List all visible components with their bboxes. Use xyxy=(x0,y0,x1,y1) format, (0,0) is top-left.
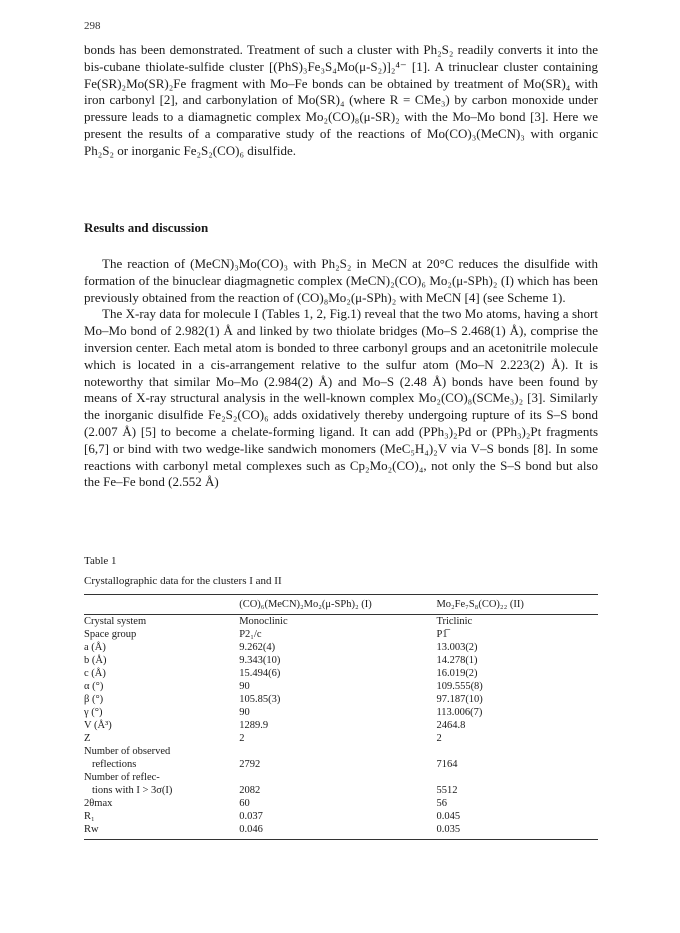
table-row xyxy=(84,667,598,680)
table-row xyxy=(84,745,598,758)
parameter-cell: Space group xyxy=(84,629,137,640)
table-row xyxy=(84,680,598,693)
compound-2-value: 109.555(8) xyxy=(436,681,483,692)
compound-2-value: 13.003(2) xyxy=(436,642,478,653)
table-row xyxy=(84,823,598,840)
compound-1-value: 9.262(4) xyxy=(239,642,276,653)
compound-2-value: 0.045 xyxy=(436,811,461,822)
parameter-cell: Crystal system xyxy=(84,616,147,627)
table-row xyxy=(84,693,598,706)
parameter-cell: a (Å) xyxy=(84,642,106,653)
compound-2-value: 56 xyxy=(436,798,447,809)
parameter-cell: α (°) xyxy=(84,681,104,692)
compound-2-value xyxy=(436,745,598,758)
table-row xyxy=(84,719,598,732)
page-number: 298 xyxy=(84,20,101,32)
table-row xyxy=(84,758,598,771)
parameter-cell: R₁ xyxy=(84,811,95,822)
table-caption: Crystallographic data for the clusters I and II xyxy=(84,575,282,587)
compound-1-value: 2792 xyxy=(239,759,261,770)
header-compound-2: Mo₂Fe₇S₈(CO)₂₂ (II) xyxy=(436,595,598,615)
compound-2-value: 5512 xyxy=(436,785,458,796)
intro-paragraph xyxy=(84,42,598,160)
table-label: Table 1 xyxy=(84,555,117,567)
compound-2-value: 97.187(10) xyxy=(436,694,483,705)
compound-2-value: 14.278(1) xyxy=(436,655,478,666)
header-compound-1: (CO)₆(MeCN)₂Mo₂(μ-SPh)₂ (I) xyxy=(239,595,436,615)
parameter-cell: Number of observed xyxy=(84,746,171,757)
parameter-cell: Rw xyxy=(84,823,239,840)
compound-1-value: Monoclinic xyxy=(239,616,288,627)
compound-2-value: 2 xyxy=(436,733,442,744)
compound-1-value: 90 xyxy=(239,681,250,692)
header-parameter xyxy=(84,595,239,615)
compound-2-value: 0.035 xyxy=(436,823,598,840)
compound-1-value xyxy=(239,771,436,784)
crystallographic-data-table xyxy=(84,594,598,840)
parameter-cell: Z xyxy=(84,733,91,744)
results-section xyxy=(84,256,598,491)
compound-2-value: 7164 xyxy=(436,759,458,770)
table-row xyxy=(84,732,598,745)
table-row xyxy=(84,628,598,641)
compound-2-value: Triclinic xyxy=(436,616,473,627)
table-row xyxy=(84,706,598,719)
compound-1-value: 15.494(6) xyxy=(239,668,281,679)
parameter-cell: reflections xyxy=(92,759,137,770)
parameter-cell: γ (°) xyxy=(84,707,103,718)
compound-1-value xyxy=(239,745,436,758)
table-row xyxy=(84,797,598,810)
compound-1-value: 1289.9 xyxy=(239,720,269,731)
compound-1-value: 0.046 xyxy=(239,823,436,840)
results-paragraph-2: The X-ray data for molecule I (Tables 1, 2, Fig.1) reveal that the two Mo atoms, having a short Mo–Mo bond of 2.982(1) Å and linked by two thiolate bridges (Mo–S 2.468(1) Å), comprise the inversion center. Each metal atom is bonded to three carbonyl groups and an acetonitrile molecule which is located in a cis-arrangement relative to the sulfur atom (Mo–N 2.223(2) Å). It is noteworthy that similar Mo–Mo (2.984(2) Å) and Mo–S (2.48 Å) bonds have been found by means of X-ray structural analysis in the well-known complex Mo₂(CO)₈(SCMe₃)₂ [3]. Similarly the inorganic disulfide Fe₂S₂(CO)₆ adds oxidatively thereby undergoing rupture of its S–S bond (2.007 Å) [5] to become a chelate-forming ligand. It can add (PPh₃)₂Pd or (PPh₃)₂Pt fragments [6,7] or bind with two wedge-like sandwich monomers (MeC₅H₄)₂V via V–S bonds [8]. In some reactions with carbonyl metal complexes such as Cp₂Mo₂(CO)₄, not only the S–S bond but also the Fe–Fe bond (2.552 Å) xyxy=(84,306,598,490)
parameter-cell: V (Å³) xyxy=(84,720,112,731)
parameter-cell: β (°) xyxy=(84,694,104,705)
compound-1-value: 9.343(10) xyxy=(239,655,281,666)
table-row xyxy=(84,654,598,667)
parameter-cell: b (Å) xyxy=(84,655,107,666)
section-heading: Results and discussion xyxy=(84,220,209,235)
parameter-cell: 2θmax xyxy=(84,798,113,809)
table-body xyxy=(84,615,598,840)
compound-2-value xyxy=(436,771,598,784)
table-row xyxy=(84,771,598,784)
parameter-cell: c (Å) xyxy=(84,668,106,679)
intro-text: bonds has been demonstrated. Treatment of such a cluster with Ph₂S₂ readily converts it into the bis-cubane thiolate-sulfide cluster [(PhS)₃Fe₃S₄Mo(μ-S₂)]₂⁴⁻ [1]. A trinuclear cluster containing Fe(SR)₂Mo(SR)₂Fe fragment with Mo–Fe bonds can be obtained by treatment of Mo(SR)₄ with iron carbonyl [2], and carbonylation of Mo(SR)₄ (where R = CMe₃) by carbon monoxide under pressure leads to a diamagnetic complex Mo₂(CO)₈(μ-SR)₂ with the Mo–Mo bond [3]. Here we present the results of a comparative study of the reactions of Mo(CO)₃(MeCN)₃ with organic Ph₂S₂ or inorganic Fe₂S₂(CO)₆ disulfide. xyxy=(84,42,598,158)
parameter-cell: tions with I > 3σ(I) xyxy=(92,785,173,796)
compound-1-value: 90 xyxy=(239,707,250,718)
table-header-row xyxy=(84,595,598,615)
table-row xyxy=(84,641,598,654)
table-row xyxy=(84,810,598,823)
compound-2-value: 2464.8 xyxy=(436,720,466,731)
results-paragraph-1: The reaction of (MeCN)₃Mo(CO)₃ with Ph₂S₂ in MeCN at 20°C reduces the disulfide with formation of the binuclear diagmagnetic complex (MeCN)₂(CO)₆ Mo₂(μ-SPh)₂ (I) which has been previously obtained from the reaction of (CO)₈Mo₂(μ-SPh)₂ with MeCN [4] (see Scheme 1). xyxy=(84,256,598,305)
compound-2-value: 16.019(2) xyxy=(436,668,478,679)
compound-2-value: P1̅ xyxy=(436,629,448,640)
table-row xyxy=(84,784,598,797)
parameter-cell: Number of reflec- xyxy=(84,772,160,783)
compound-1-value: 2082 xyxy=(239,785,261,796)
compound-1-value: P2₁/c xyxy=(239,629,262,640)
table-row xyxy=(84,615,598,629)
compound-2-value: 113.006(7) xyxy=(436,707,483,718)
compound-1-value: 0.037 xyxy=(239,811,263,822)
compound-1-value: 2 xyxy=(239,733,245,744)
compound-1-value: 60 xyxy=(239,798,250,809)
compound-1-value: 105.85(3) xyxy=(239,694,281,705)
